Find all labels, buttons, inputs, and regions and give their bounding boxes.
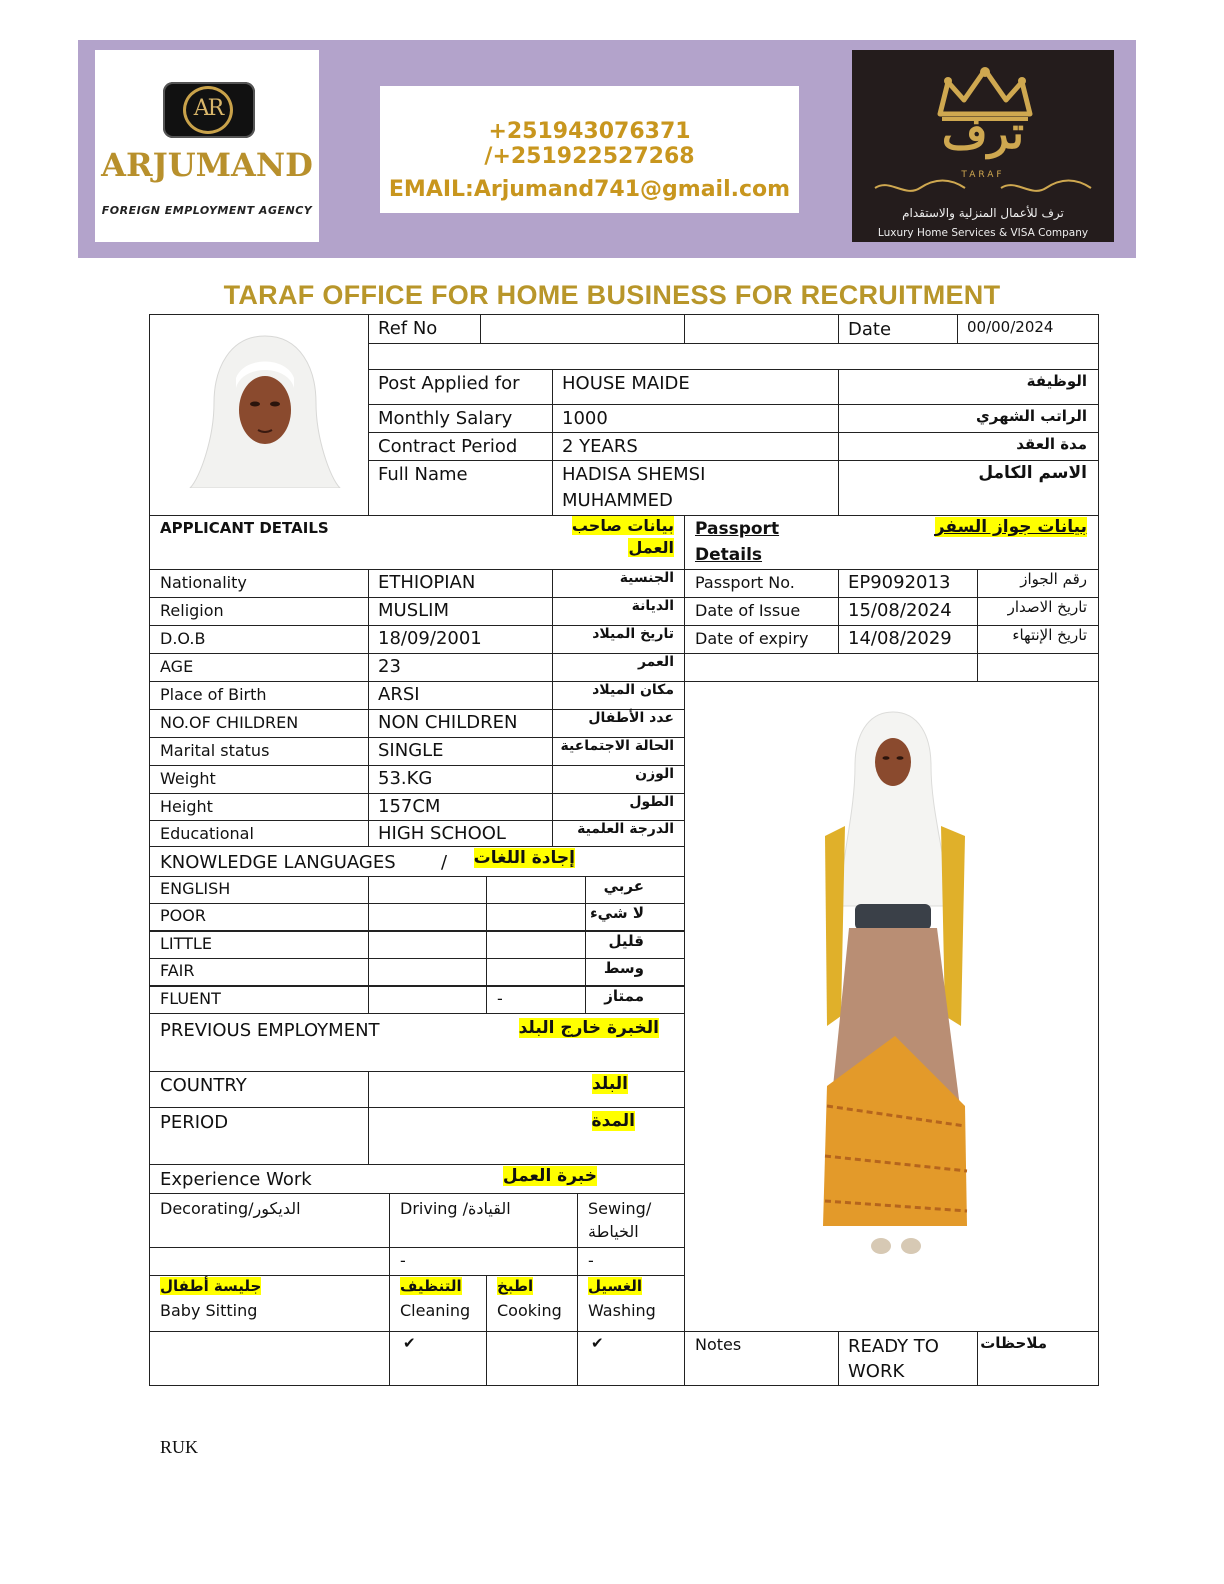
- cooking-label: Cooking: [497, 1301, 562, 1320]
- applicant-row-label: NO.OF CHILDREN: [160, 713, 299, 732]
- language-row-ar: ممتاز: [604, 987, 644, 1005]
- baby-mark-cell: [149, 1331, 390, 1386]
- language-row-label: FLUENT: [160, 989, 221, 1008]
- applicant-row-value: MUSLIM: [378, 600, 449, 621]
- notes-label: Notes: [695, 1335, 742, 1354]
- experience-title-ar: خبرة العمل: [502, 1166, 597, 1186]
- footer-initials: RUK: [160, 1437, 199, 1457]
- period-ar: المدة: [591, 1111, 635, 1131]
- applicant-row-label: Height: [160, 797, 213, 816]
- ref-label: Ref No: [378, 318, 438, 339]
- applicant-row-value: 53.KG: [378, 768, 433, 789]
- language-mid-cell: [368, 931, 487, 959]
- name-value-line2: MUHAMMED: [562, 490, 673, 511]
- date-value: 00/00/2024: [967, 318, 1054, 336]
- passport-row-value: 15/08/2024: [848, 600, 952, 621]
- sewing-label-2: الخياطة: [588, 1222, 639, 1241]
- date-label: Date: [848, 319, 892, 340]
- applicant-row-label: D.O.B: [160, 629, 206, 648]
- post-label: Post Applied for: [378, 373, 520, 394]
- languages-title-ar: إجادة اللغات: [473, 848, 575, 868]
- applicant-row-ar: عدد الأطفال: [588, 710, 674, 726]
- ref-extra-cell: [684, 314, 839, 344]
- languages-title: KNOWLEDGE LANGUAGES: [160, 852, 396, 873]
- applicant-row-ar: الوزن: [635, 766, 674, 782]
- name-ar: الاسم الكامل: [978, 463, 1087, 483]
- applicant-row-label: AGE: [160, 657, 194, 676]
- applicant-row-value: 157CM: [378, 796, 441, 817]
- applicant-row-value: SINGLE: [378, 740, 444, 761]
- washing-label: Washing: [588, 1301, 656, 1320]
- language-mid-cell: [368, 903, 487, 931]
- languages-slash: /: [441, 852, 448, 873]
- washing-ar: الغسيل: [588, 1277, 643, 1295]
- page-title: TARAF OFFICE FOR HOME BUSINESS FOR RECRUITMENT: [223, 280, 1001, 310]
- language-mid-cell-2: [486, 958, 586, 986]
- ref-value-cell: [480, 314, 685, 344]
- language-row-ar: لا شيء: [590, 904, 644, 922]
- applicant-row-label: Educational: [160, 824, 254, 843]
- contract-label: Contract Period: [378, 436, 518, 457]
- contact-email: EMAIL:Arjumand741@gmail.com: [388, 177, 791, 202]
- language-mid-cell-2: [486, 903, 586, 931]
- brand-tagline: FOREIGN EMPLOYMENT AGENCY: [101, 204, 313, 217]
- applicant-row-value: NON CHILDREN: [378, 712, 518, 733]
- language-row-ar: عربي: [603, 877, 644, 895]
- passport-row-label: Date of expiry: [695, 629, 809, 648]
- applicant-full-photo: [815, 706, 975, 1261]
- cleaning-ar: التنظيف: [400, 1277, 462, 1295]
- passport-row-ar: رقم الجواز: [1020, 570, 1087, 588]
- post-value: HOUSE MAIDE: [562, 373, 690, 394]
- applicant-row-value: HIGH SCHOOL: [378, 823, 506, 844]
- contract-value: 2 YEARS: [562, 436, 638, 457]
- salary-ar: الراتب الشهري: [976, 407, 1087, 425]
- post-ar: الوظيفة: [1026, 372, 1087, 390]
- language-mid-cell-2: [486, 931, 586, 959]
- period-value-cell: [368, 1107, 685, 1165]
- cleaning-label: Cleaning: [400, 1301, 471, 1320]
- passport-blank-cell-2: [977, 653, 1099, 682]
- passport-blank-cell: [684, 653, 978, 682]
- salary-value: 1000: [562, 408, 608, 429]
- applicant-row-value: 23: [378, 656, 401, 677]
- washing-check-icon: ✔: [591, 1334, 604, 1352]
- applicant-row-value: ETHIOPIAN: [378, 572, 476, 593]
- period-label: PERIOD: [160, 1112, 229, 1133]
- language-mid-cell: [368, 986, 487, 1014]
- applicant-row-ar: الطول: [629, 794, 674, 810]
- language-mid-cell: [368, 876, 487, 904]
- passport-title-1: Passport: [695, 519, 780, 539]
- passport-row-ar: تاريخ الاصدار: [1007, 598, 1087, 616]
- cooking-mark-cell: [486, 1331, 578, 1386]
- language-row-ar: قليل: [608, 932, 644, 950]
- applicant-row-label: Marital status: [160, 741, 270, 760]
- previous-title: PREVIOUS EMPLOYMENT: [160, 1020, 380, 1041]
- notes-ar: ملاحظات: [980, 1334, 1047, 1352]
- taraf-english-tagline: Luxury Home Services & VISA Company: [877, 227, 1089, 239]
- baby-ar: جليسة أطفال: [160, 1277, 262, 1295]
- ar-logo-letters: AR: [193, 96, 223, 121]
- applicant-row-value: 18/09/2001: [378, 628, 482, 649]
- applicant-title-ar-1: بيانات صاحب: [571, 516, 674, 535]
- notes-value-1: READY TO: [848, 1336, 939, 1357]
- ornament-swirl-icon: [870, 178, 1096, 198]
- passport-row-value: 14/08/2029: [848, 628, 952, 649]
- country-value-cell: [368, 1071, 685, 1108]
- contract-ar: مدة العقد: [1016, 435, 1087, 453]
- passport-row-label: Passport No.: [695, 573, 795, 592]
- blank-row: [368, 343, 1099, 370]
- applicant-row-value: ARSI: [378, 684, 420, 705]
- brand-name: ARJUMAND: [101, 146, 313, 184]
- previous-title-ar: الخبرة خارج البلد: [518, 1018, 659, 1038]
- applicant-title-ar-2: العمل: [628, 538, 674, 557]
- language-mid-cell-2: [486, 876, 586, 904]
- language-row-mid: -: [497, 989, 503, 1008]
- language-row-label: ENGLISH: [160, 879, 231, 898]
- taraf-word: TARAF: [961, 170, 1005, 180]
- decorating-mark-cell: [149, 1247, 390, 1276]
- applicant-row-label: Nationality: [160, 573, 247, 592]
- passport-row-value: EP9092013: [848, 572, 951, 593]
- passport-title-ar: بيانات جواز السفر: [934, 517, 1087, 537]
- sewing-label-1: Sewing/: [588, 1199, 652, 1218]
- sewing-mark: -: [588, 1251, 594, 1270]
- driving-mark-cell: [389, 1247, 578, 1276]
- salary-label: Monthly Salary: [378, 408, 513, 429]
- name-value-line1: HADISA SHEMSI: [562, 464, 706, 485]
- applicant-row-label: Religion: [160, 601, 224, 620]
- applicant-row-ar: الجنسية: [619, 570, 674, 586]
- cleaning-check-icon: ✔: [403, 1334, 416, 1352]
- applicant-row-ar: الدرجة العلمية: [577, 821, 674, 837]
- name-label: Full Name: [378, 464, 468, 485]
- applicant-row-label: Place of Birth: [160, 685, 267, 704]
- taraf-arabic-logotype: ترف: [941, 108, 1025, 159]
- applicant-row-label: Weight: [160, 769, 216, 788]
- language-row-label: POOR: [160, 906, 206, 925]
- language-row-label: LITTLE: [160, 934, 212, 953]
- language-row-label: FAIR: [160, 961, 195, 980]
- country-label: COUNTRY: [160, 1075, 247, 1096]
- experience-title: Experience Work: [160, 1169, 312, 1190]
- notes-value-2: WORK: [848, 1361, 905, 1382]
- applicant-row-ar: العمر: [637, 654, 674, 670]
- baby-label: Baby Sitting: [160, 1301, 258, 1320]
- passport-title-2: Details: [695, 545, 763, 565]
- contact-phone: +251943076371 /+251922527268: [484, 119, 695, 169]
- applicant-row-ar: الديانة: [631, 598, 674, 614]
- applicant-head-photo: [180, 328, 350, 488]
- applicant-title: APPLICANT DETAILS: [160, 519, 329, 537]
- passport-row-ar: تاريخ الإنتهاء: [1012, 626, 1087, 644]
- applicant-row-ar: تاريخ الميلاد: [592, 626, 674, 642]
- applicant-row-ar: مكان الميلاد: [592, 682, 674, 698]
- applicant-row-ar: الحالة الاجتماعية: [560, 738, 674, 754]
- taraf-arabic-tagline: ترف للأعمال المنزلية والاستقدام: [902, 206, 1064, 220]
- language-mid-cell: [368, 958, 487, 986]
- cooking-ar: اطبخ: [497, 1277, 534, 1295]
- language-row-ar: وسط: [603, 959, 644, 977]
- decorating-label: Decorating/الديكور: [160, 1199, 301, 1218]
- driving-mark: -: [400, 1251, 406, 1270]
- passport-row-label: Date of Issue: [695, 601, 801, 620]
- country-ar: البلد: [592, 1074, 628, 1094]
- driving-label: Driving /القيادة: [400, 1199, 511, 1218]
